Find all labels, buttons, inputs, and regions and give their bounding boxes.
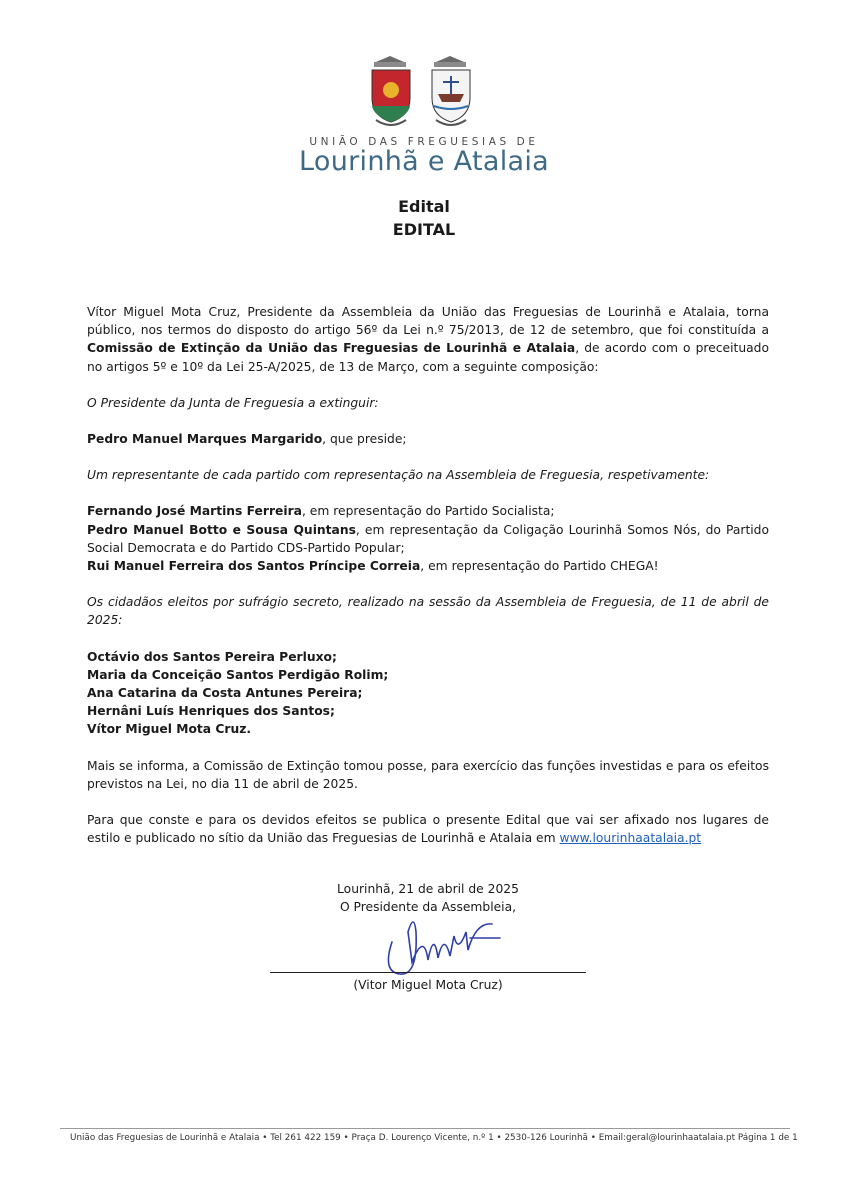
coats-of-arms bbox=[370, 56, 482, 132]
atalaia-crest-icon bbox=[432, 56, 470, 125]
representative-2 bbox=[87, 521, 769, 557]
representative-name: Fernando José Martins Ferreira bbox=[87, 504, 302, 519]
org-name: Lourinhã e Atalaia bbox=[299, 146, 549, 177]
citizen-name: Octávio dos Santos Pereira Perluxo; bbox=[87, 649, 337, 664]
intro-text-end: , de acordo com o preceituado no artigos 5º e 10º da Lei 25-A/2025, de 13 de Março, com a seguinte composição: bbox=[87, 341, 769, 374]
website-link[interactable]: www.lourinhaatalaia.pt bbox=[559, 831, 702, 846]
president-name: Pedro Manuel Marques Margarido bbox=[87, 432, 323, 447]
lourinha-crest-icon bbox=[372, 56, 410, 125]
edital-body bbox=[87, 303, 769, 847]
commission-name: Comissão de Extinção da União das Freguesias de Lourinhã e Atalaia bbox=[87, 341, 576, 356]
closing-paragraph bbox=[87, 811, 769, 847]
document-title: Edital bbox=[398, 197, 450, 216]
parties-heading: Um representante de cada partido com representação na Assembleia de Freguesia, respetivamente: bbox=[87, 468, 710, 483]
representative-party: , em representação da Coligação Lourinhã Somos Nós, do Partido Social Democrata e do Partido CDS-Partido Popular; bbox=[87, 522, 770, 555]
signature-line bbox=[270, 972, 586, 973]
closing-text: Para que conste e para os devidos efeitos se publica o presente Edital que vai ser afixado nos lugares de estilo e publicado no sítio da União das Freguesias de Lourinhã e Atalaia em bbox=[87, 813, 769, 846]
page-number: Página 1 de 1 bbox=[737, 1133, 798, 1143]
representative-name: Pedro Manuel Botto e Sousa Quintans bbox=[87, 522, 356, 537]
citizen-name: Ana Catarina da Costa Antunes Pereira; bbox=[87, 686, 363, 701]
representative-party: , em representação do Partido Socialista; bbox=[301, 504, 555, 519]
place-date: Lourinhã, 21 de abril de 2025 bbox=[337, 882, 519, 896]
president-heading: O Presidente da Junta de Freguesia a extinguir: bbox=[87, 395, 379, 410]
president-line bbox=[87, 430, 769, 448]
intro-paragraph bbox=[87, 303, 769, 376]
intro-text: Vítor Miguel Mota Cruz, Presidente da Assembleia da União das Freguesias de Lourinhã e Atalaia, torna público, nos termos do disposto do artigo 56º da Lei n.º 75/2013, de 12 de setembro, que foi constituída a bbox=[87, 305, 769, 338]
citizens-heading: Os cidadãos eleitos por sufrágio secreto, realizado na sessão da Assembleia de Freguesia, de 11 de abril de 2025: bbox=[87, 595, 769, 628]
citizen-name: Vítor Miguel Mota Cruz. bbox=[87, 722, 252, 737]
signatory-name: (Vitor Miguel Mota Cruz) bbox=[353, 978, 503, 992]
president-role: , que preside; bbox=[322, 432, 407, 447]
handwritten-signature bbox=[372, 902, 512, 982]
footer bbox=[70, 1133, 798, 1143]
citizen-name: Hernâni Luís Henriques dos Santos; bbox=[87, 704, 335, 719]
footer-contact: União das Freguesias de Lourinhã e Atalaia • Tel 261 422 159 • Praça D. Lourenço Vicente, n.º 1 • 2530-126 Lourinhã • Email:geral@lourinhaatalaia.pt bbox=[70, 1133, 736, 1143]
representative-1 bbox=[87, 502, 769, 520]
signatory-role: O Presidente da Assembleia, bbox=[339, 900, 517, 914]
representative-party: , em representação do Partido CHEGA! bbox=[420, 559, 659, 574]
document-title-upper: EDITAL bbox=[392, 220, 456, 239]
info-paragraph: Mais se informa, a Comissão de Extinção tomou posse, para exercício das funções investidas e para os efeitos previstos na Lei, no dia 11 de abril de 2025. bbox=[87, 758, 769, 791]
footer-divider bbox=[60, 1128, 790, 1129]
representative-3 bbox=[87, 557, 769, 575]
representative-name: Rui Manuel Ferreira dos Santos Príncipe Correia bbox=[87, 559, 421, 574]
citizen-name: Maria da Conceição Santos Perdigão Rolim; bbox=[87, 667, 389, 682]
org-name-prefix: UNIÃO DAS FREGUESIAS DE bbox=[309, 136, 539, 148]
